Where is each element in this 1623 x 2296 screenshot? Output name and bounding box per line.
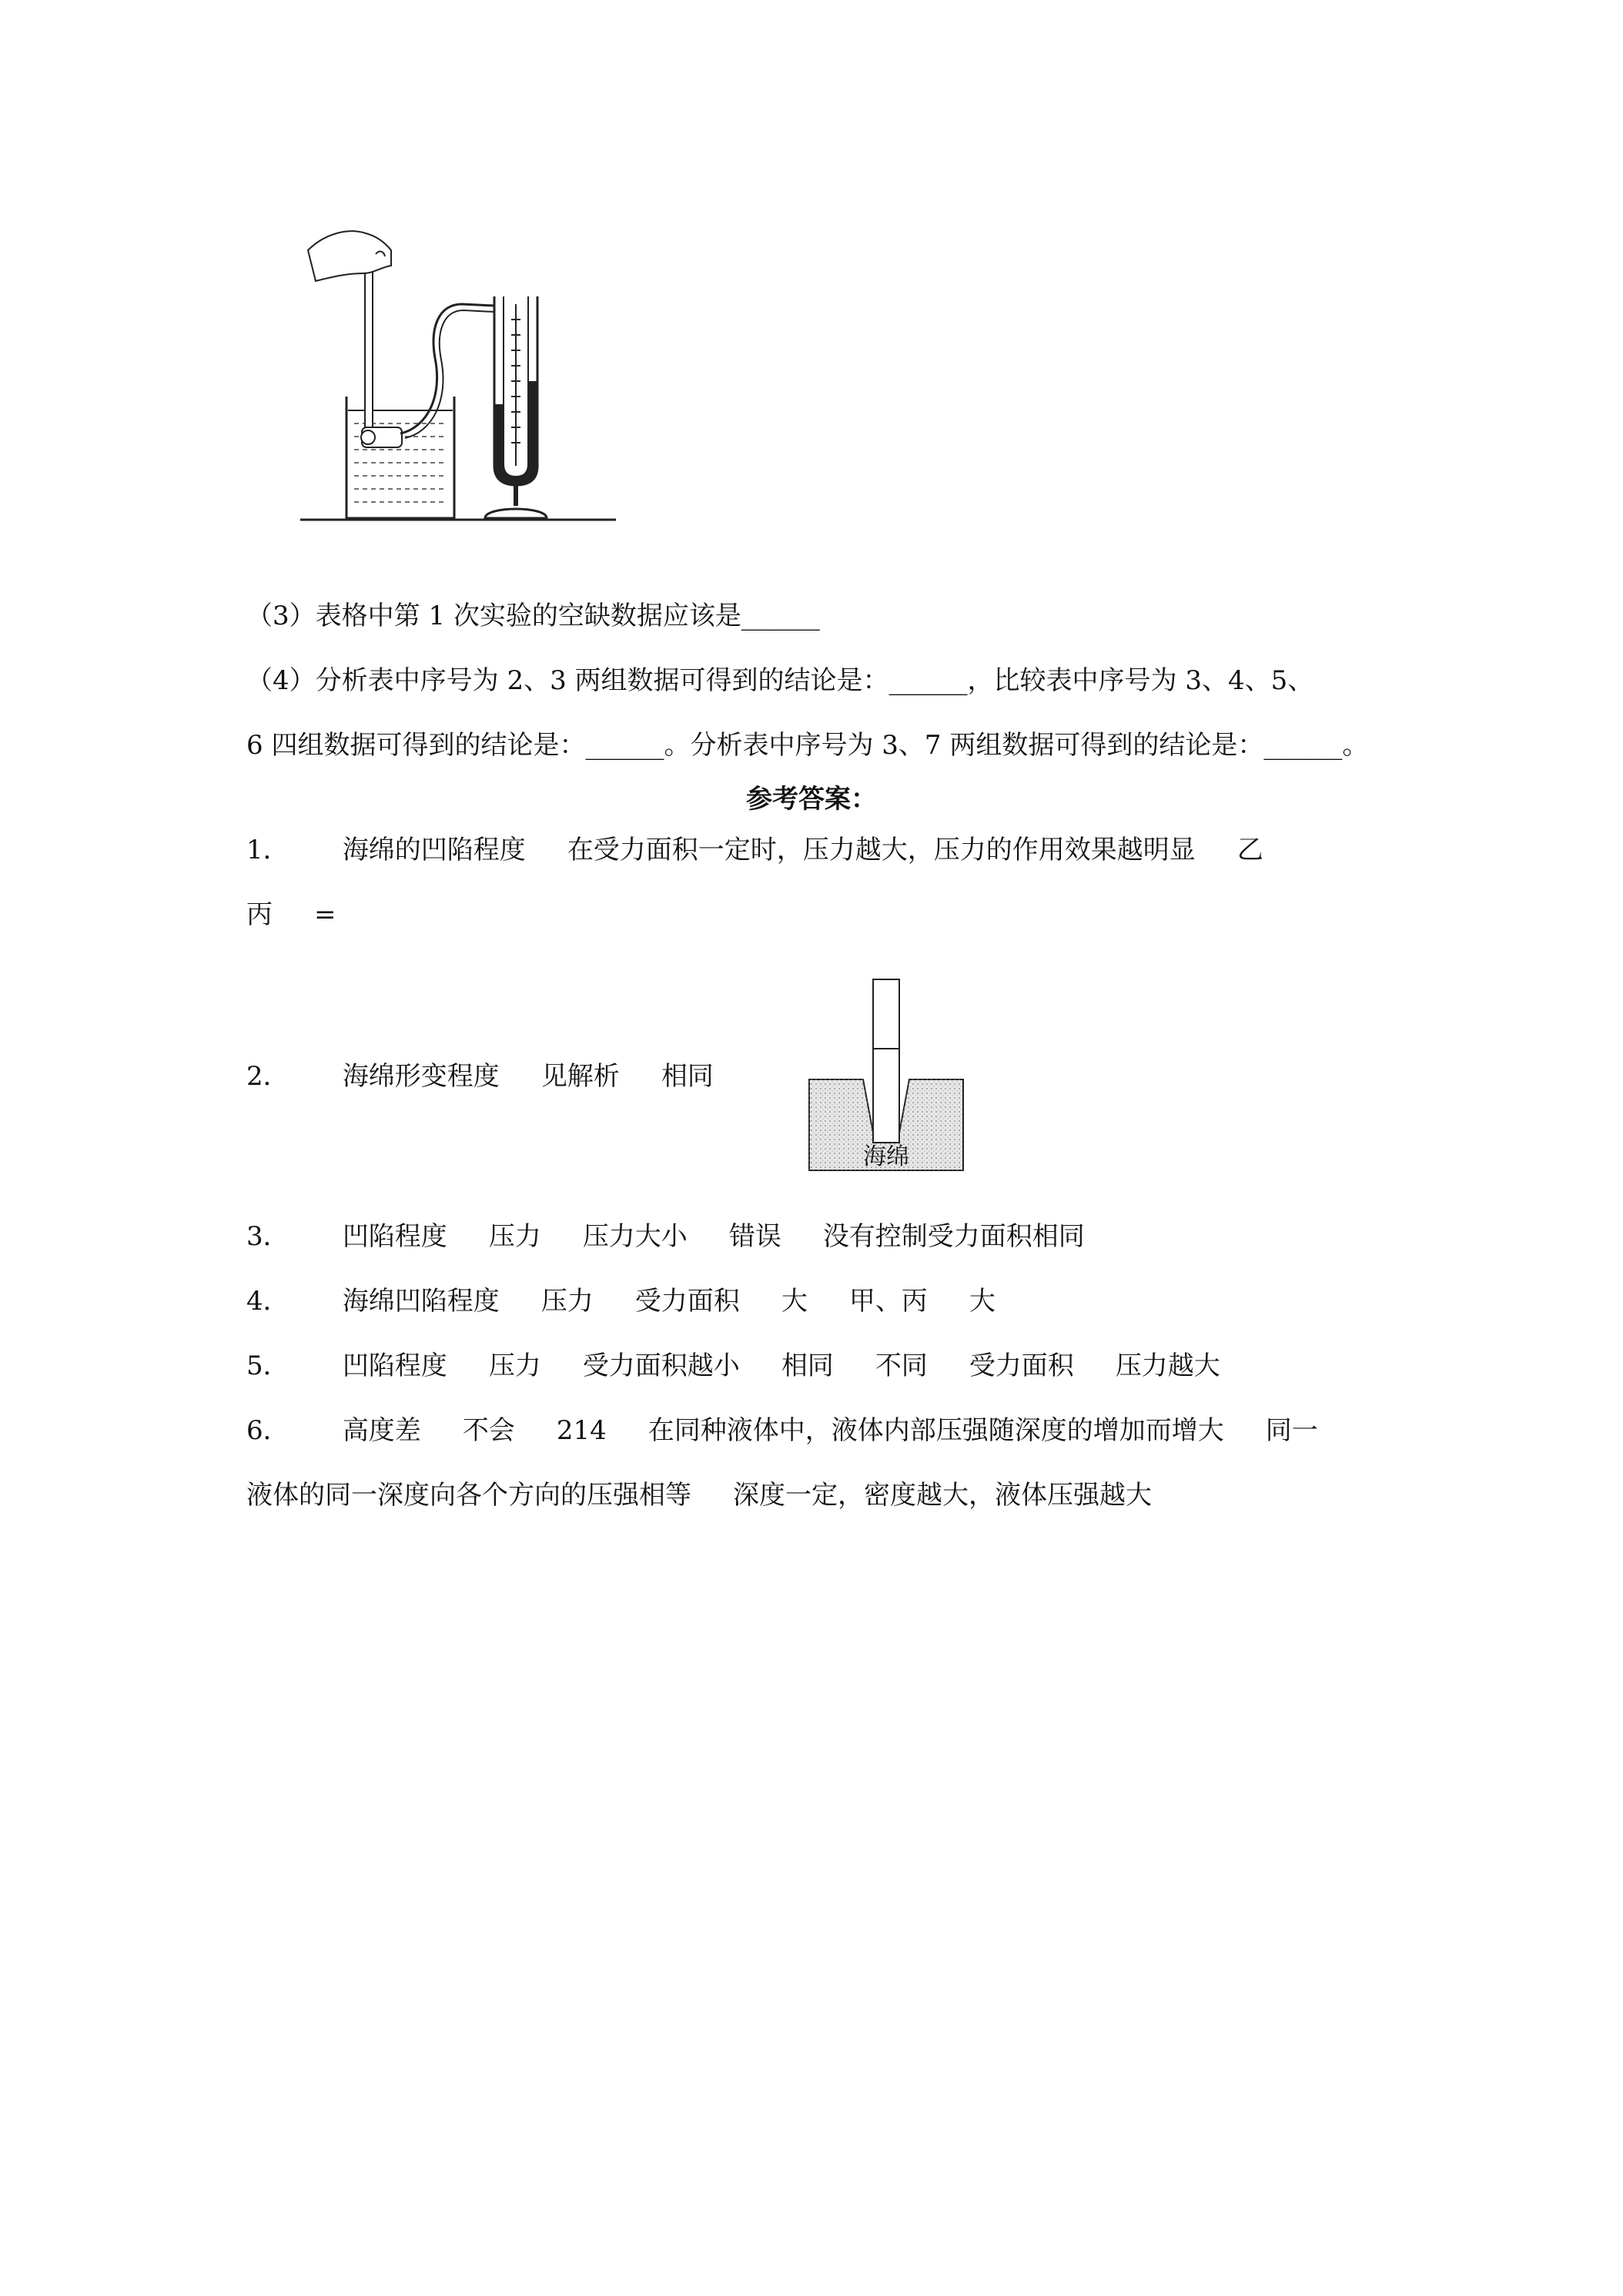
question-4-blank1: ______ xyxy=(888,665,968,696)
answer-6-part-7: 深度一定，密度越大，液体压强越大 xyxy=(733,1480,1152,1511)
answer-5-part-7: 压力越大 xyxy=(1115,1350,1220,1381)
question-4-part3: 6 四组数据可得到的结论是： xyxy=(246,730,586,761)
question-4-part2: ，比较表中序号为 3、4、5、 xyxy=(967,665,1314,696)
answer-5-part-4: 相同 xyxy=(781,1350,834,1381)
question-4-line-2 xyxy=(246,728,1368,762)
answer-5 xyxy=(246,1349,1220,1383)
answer-6-part-2: 不会 xyxy=(462,1415,515,1446)
answer-4-part-2: 压力 xyxy=(540,1286,594,1317)
answer-1-number: 1． xyxy=(246,835,289,865)
answer-4-part-6: 大 xyxy=(969,1286,996,1317)
answer-4-part-4: 大 xyxy=(781,1286,808,1317)
answer-6-part-4: 在同种液体中，液体内部压强随深度的增加而增大 xyxy=(648,1415,1224,1446)
question-4-part5: 。 xyxy=(1342,730,1369,761)
question-3 xyxy=(246,599,820,633)
answer-2-part-2: 见解析 xyxy=(540,1061,620,1092)
answer-6-number: 6． xyxy=(246,1415,289,1446)
question-4-blank2: ______ xyxy=(585,730,664,761)
answer-6-part-6: 液体的同一深度向各个方向的压强相等 xyxy=(246,1480,691,1511)
question-4-blank3: ______ xyxy=(1263,730,1343,761)
answer-5-part-6: 受力面积 xyxy=(969,1350,1074,1381)
answer-6-continuation xyxy=(246,1478,1152,1512)
answer-4-number: 4． xyxy=(246,1286,289,1317)
answer-6-part-5: 同一 xyxy=(1265,1415,1318,1446)
answer-4-part-1: 海绵凹陷程度 xyxy=(342,1286,500,1317)
answer-3-part-2: 压力 xyxy=(488,1221,541,1252)
question-4-line-1 xyxy=(246,664,1313,698)
answer-6 xyxy=(246,1414,1318,1448)
answer-5-part-5: 不同 xyxy=(875,1350,928,1381)
answer-1-part-2: 在受力面积一定时，压力越大，压力的作用效果越明显 xyxy=(567,835,1196,865)
answer-5-number: 5． xyxy=(246,1350,289,1381)
answer-5-part-2: 压力 xyxy=(488,1350,541,1381)
answer-4 xyxy=(246,1284,996,1318)
answer-1-continuation xyxy=(246,898,336,932)
answer-1-part-4: 丙 xyxy=(246,899,273,930)
answer-5-part-3: 受力面积越小 xyxy=(582,1350,740,1381)
answer-2-number: 2． xyxy=(246,1061,289,1092)
answer-2-part-1: 海绵形变程度 xyxy=(342,1061,500,1092)
answer-3-part-3: 压力大小 xyxy=(582,1221,688,1252)
answer-6-part-1: 高度差 xyxy=(342,1415,421,1446)
answer-1-part-5: = xyxy=(314,899,336,930)
answer-2 xyxy=(246,1059,714,1093)
answer-3-part-5: 没有控制受力面积相同 xyxy=(822,1221,1085,1252)
answer-6-part-3: 214 xyxy=(556,1415,607,1446)
answer-1-part-3: 乙 xyxy=(1236,835,1263,865)
question-4-part4: 。分析表中序号为 3、7 两组数据可得到的结论是： xyxy=(664,730,1264,761)
answer-1-part-1: 海绵的凹陷程度 xyxy=(342,835,526,865)
sponge-label: 海绵 xyxy=(863,1144,909,1170)
answers-title: 参考答案： xyxy=(746,784,877,815)
answer-5-part-1: 凹陷程度 xyxy=(342,1350,447,1381)
answer-4-part-3: 受力面积 xyxy=(634,1286,740,1317)
answer-3-part-1: 凹陷程度 xyxy=(342,1221,447,1252)
manometer-experiment-figure xyxy=(293,219,624,535)
answer-4-part-5: 甲、丙 xyxy=(848,1286,928,1317)
answer-3-number: 3． xyxy=(246,1221,289,1252)
question-3-text: （3）表格中第 1 次实验的空缺数据应该是 xyxy=(246,601,741,631)
sponge-figure xyxy=(805,972,967,1180)
answer-2-part-3: 相同 xyxy=(661,1061,714,1092)
answer-1 xyxy=(246,833,1263,867)
answer-3 xyxy=(246,1220,1085,1253)
answer-3-part-4: 错误 xyxy=(728,1221,781,1252)
question-4-part1: （4）分析表中序号为 2、3 两组数据可得到的结论是： xyxy=(246,665,889,696)
question-3-blank: ______ xyxy=(741,601,820,631)
